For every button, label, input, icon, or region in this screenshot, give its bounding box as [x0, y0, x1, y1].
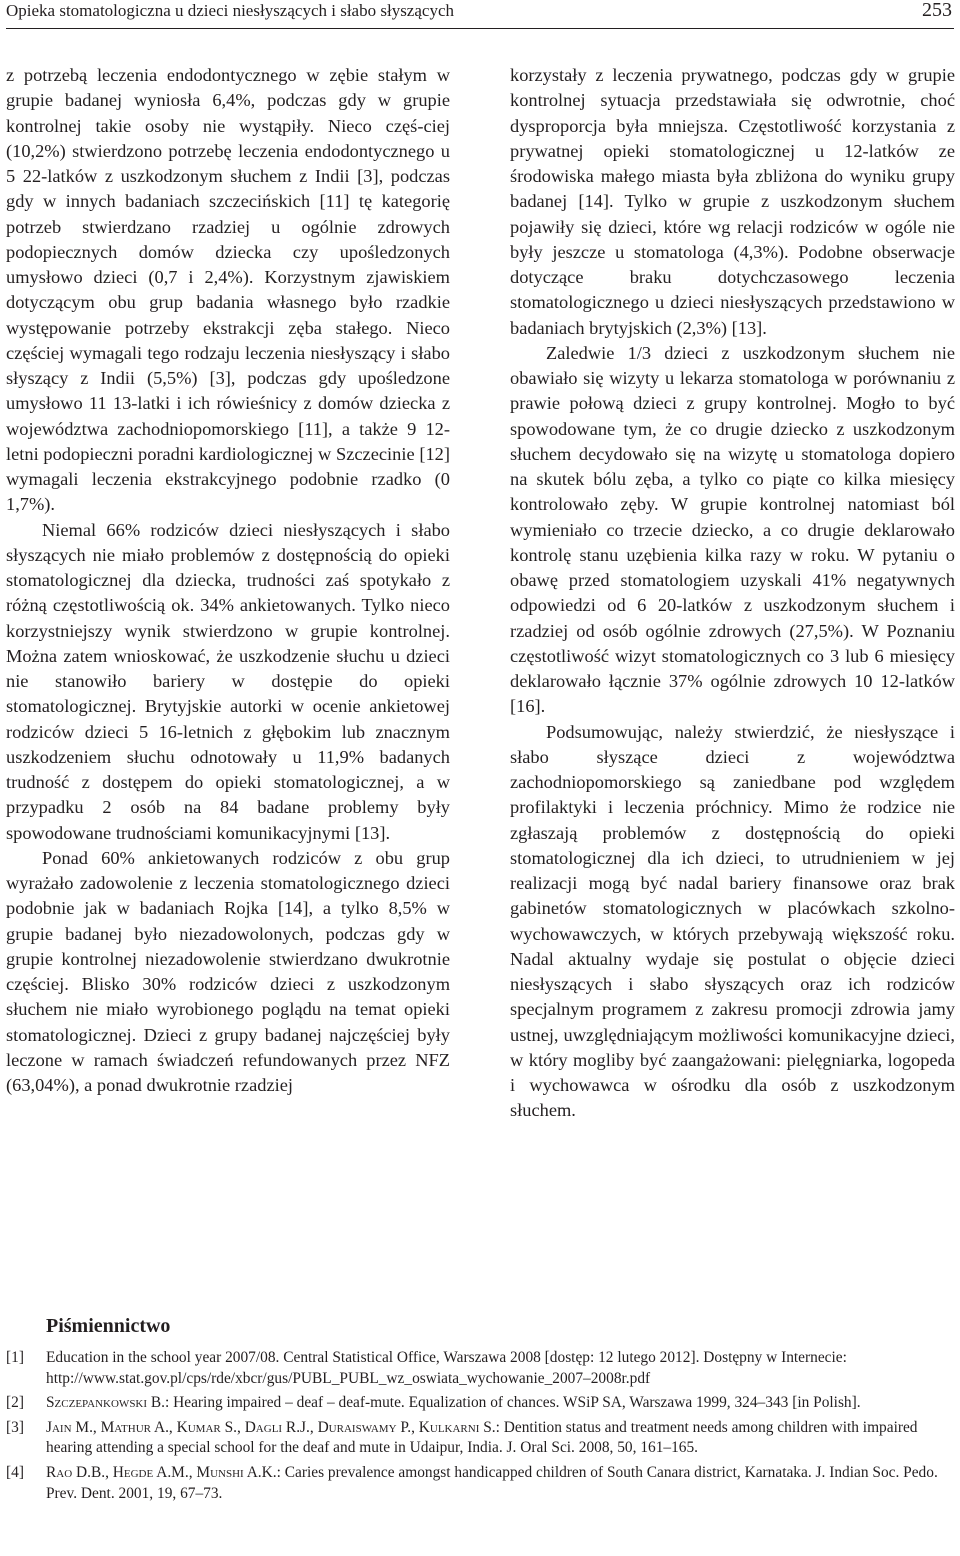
paragraph: korzystały z leczenia prywatnego, podczas gdy w grupie kontrolnej sytuacja przedstawiała się odwrotnie, choć dysproporcja była mniejsza. Częstotliwość korzystania z prywatnej opieki stomatologicznej u 12-latków ze środowiska małego miasta była zbliżona do wyniku grupy badanej [14]. Tylko w grupie z uszkodzonym słuchem pojawiły się dzieci, które wg relacji rodziców w ogóle nie były jeszcze u stomatologa (4,3%). Podobne obserwacje dotyczące braku dotychczasowego leczenia stomatologicznego u dzieci niesłyszących przedstawiono w badaniach brytyjskich (2,3%) [13].: [510, 65, 955, 338]
references-section: [6, 1315, 956, 1508]
reference-item: [6, 1418, 956, 1459]
paragraph: Ponad 60% ankietowanych rodziców z obu grup wyrażało zadowolenie z leczenia stomatologicznego dzieci podobnie jak w badaniach Rojka [14], a tylko 8,5% w grupie badanej było niezadowolonych, podczas gdy w grupie kontrolnej niezadowolenie stwierdzano dwukrotnie częściej. Blisko 30% rodziców dzieci z uszkodzonym słuchem nie miało wyrobionego poglądu na temat opieki stomatologicznej. Dzieci z grupy badanej najczęściej były leczone w ramach świadczeń refundowanych przez NFZ (63,04%), a ponad dwukrotnie rzadziej: [6, 847, 450, 1095]
reference-text: : Caries prevalence amongst handicapped children of South Canara district, Karnataka. J. Indian Soc. Pedo. Prev. Dent. 2001, 19, 67–73.: [46, 1463, 938, 1502]
references-heading: Piśmiennictwo: [46, 1315, 171, 1337]
running-title: Opieka stomatologiczna u dzieci niesłyszących i słabo słyszących: [6, 1, 454, 20]
left-column: [6, 63, 450, 1098]
header-rule: [6, 28, 954, 29]
reference-item: [6, 1348, 956, 1389]
references-list: [6, 1348, 956, 1504]
reference-number: [3]: [6, 1418, 24, 1436]
page-number: 253: [922, 0, 952, 21]
reference-item: [6, 1463, 956, 1504]
right-column: [510, 63, 955, 1124]
reference-number: [2]: [6, 1394, 24, 1412]
paragraph: Niemal 66% rodziców dzieci niesłyszących i słabo słyszących nie miało problemów z dostępnością do opieki stomatologicznej dla dziecka, trudności zaś spotykało z różną częstotliwością ok. 34% ankietowanych. Tylko nieco korzystniejszy wynik stwierdzono w grupie kontrolnej. Można zatem wnioskować, że uszkodzenie słuchu u dzieci nie stanowiło bariery w dostępie do opieki stomatologicznej. Brytyjskie autorki w ocenie ankietowej rodziców dzieci 5 16-letnich z głębokim lub znacznym uszkodzeniem słuchu odnotowały u 11,9% badanych trudność z dostępem do opieki stomatologicznej, a w przypadku 2 osób na 84 badane problemy były spowodowane trudnościami komunikacyjnymi [13].: [6, 519, 450, 843]
reference-authors: Szczepankowski B.: [46, 1394, 166, 1412]
reference-item: [6, 1393, 956, 1414]
reference-text: : Dentition status and treatment needs among children with impaired hearing attending a special school for the deaf and mute in Udaipur, India. J. Oral Sci. 2008, 50, 161–165.: [46, 1418, 918, 1457]
paragraph: Zaledwie 1/3 dzieci z uszkodzonym słuchem nie obawiało się wizyty u lekarza stomatologa w porównaniu z prawie połową dzieci z grupy kontrolnej. Mogło to być spowodowane tym, że co drugie dziecko z uszkodzonym słuchem decydowało się na wizytę u stomatologa dopiero na skutek bólu zęba, a tylko co piąte co kilka miesięcy kontrolowało zęby. W grupie kontrolnej natomiast ból wymieniało co trzecie dziecko, a co drugie deklarowało kontrolę stanu uzębienia kilka razy w roku. W pytaniu o obawę przed stomatologiem uzyskali 41% negatywnych odpowiedzi od 6 20-latków z uszkodzonym słuchem i rzadziej od osób ogólnie zdrowych (27,5%). W Poznaniu częstotliwość wizyt stomatologicznych co 3 lub 6 miesięcy deklarowało łącznie 37% ogólnie zdrowych 10 12-latków [16].: [510, 342, 955, 717]
reference-text: Education in the school year 2007/08. Central Statistical Office, Warszawa 2008 [dostęp: 12 lutego 2012]. Dostępny w Internecie: http://www.stat.gov.pl/cps/rde/xbcr/gus/PUBL_PUBL_wz_oswiata_wychowanie_2007–2008r.pdf: [46, 1349, 847, 1387]
reference-number: [4]: [6, 1463, 24, 1481]
paragraph: Podsumowując, należy stwierdzić, że niesłyszące i słabo słyszące dzieci z województwa zachodniopomorskiego są zaniedbane pod względem profilaktyki i leczenia próchnicy. Mimo że rodzice nie zgłaszają problemów z dostępnością do opieki stomatologicznej dla ich dzieci, to utrudnieniem w jej realizacji mogą być nadal bariery finansowe oraz brak gabinetów stomatologicznych w placówkach szkolno-wychowawczych, w których przebywają większość roku. Nadal aktualny wydaje się postulat o objęcie dzieci niesłyszących i słabo słyszących oraz ich rodziców specjalnym programem z zakresu promocji zdrowia jamy ustnej, uwzględniającym możliwości komunikacyjne dzieci, w który mogliby być zaangażowani: pielęgniarka, logopeda i wychowawca w ośrodku dla osób z uszkodzonym słuchem.: [510, 721, 955, 1121]
reference-authors: Rao D.B., Hegde A.M., Munshi A.K.: [46, 1463, 277, 1481]
reference-authors: Jain M., Mathur A., Kumar S., Dagli R.J., Duraiswamy P., Kulkarni S.: [46, 1418, 496, 1436]
paragraph: z potrzebą leczenia endodontycznego w zębie stałym w grupie badanej wyniosła 6,4%, podczas gdy w grupie kontrolnej takie osoby nie wystąpiły. Nieco częś-ciej (10,2%) stwierdzono potrzebę leczenia endodontycznego u 5 22-latków z uszkodzonym słuchem z Indii [3], podczas gdy w innych badaniach szczecińskich [11] tę kategorię potrzeb stwierdzano rzadziej u ogólnie zdrowych podopiecznych domów dziecka czy upośledzonych umysłowo dzieci (0,7 i 2,4%). Korzystnym zjawiskiem dotyczącym obu grup badania własnego było rzadkie występowanie potrzeby ekstrakcji zęba stałego. Nieco częściej wymagali tego rodzaju leczenia niesłyszący i słabo słyszący z Indii (5,5%) [3], podczas gdy upośledzone umysłowo 11 13-latki i ich rówieśnicy z domów dziecka z województwa zachodniopomorskiego [11], a także 9 12-letni podopieczni poradni kardiologicznej w Szczecinie [12] wymagali leczenia ekstrakcyjnego podobnie rzadko (0 1,7%).: [6, 65, 450, 515]
reference-text: : Hearing impaired – deaf – deaf-mute. Equalization of chances. WSiP SA, Warszawa 1999, 324–343 [in Polish].: [165, 1394, 861, 1412]
reference-number: [1]: [6, 1349, 24, 1366]
running-header: [6, 0, 954, 30]
